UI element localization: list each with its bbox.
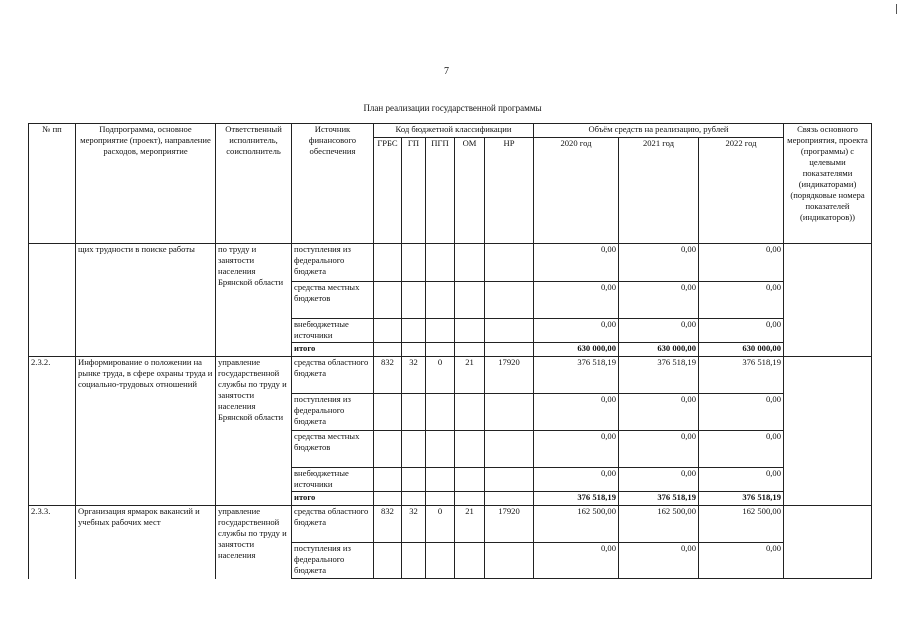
total-2021: 376 518,19	[619, 492, 699, 506]
code-gp: 32	[402, 357, 426, 394]
header-grbs: ГРБС	[374, 138, 402, 244]
source-cell: поступления из федерального бюджета	[292, 244, 374, 282]
event-link	[784, 357, 872, 506]
scan-edge-mark	[896, 4, 897, 14]
header-row-1	[29, 124, 872, 138]
code-pgp: 0	[426, 506, 455, 543]
cont-num	[29, 244, 76, 357]
cont-executor: по труду и занятости населения Брянской области	[216, 244, 292, 357]
header-link: Связь основного мероприятия, проекта (программы) с целевыми показателями (индикаторами) (порядковые номера показателей (индикаторов))	[784, 124, 872, 244]
code-om: 21	[455, 357, 485, 394]
code-gp: 32	[402, 506, 426, 543]
source-total: итого	[292, 343, 374, 357]
value-2020: 0,00	[534, 468, 619, 492]
code-om: 21	[455, 506, 485, 543]
code-np: 17920	[485, 357, 534, 394]
source-cell: средства местных бюджетов	[292, 282, 374, 319]
value-2021: 0,00	[619, 543, 699, 579]
value-2022: 376 518,19	[699, 357, 784, 394]
header-executor: Ответственный исполнитель, соисполнитель	[216, 124, 292, 244]
plan-table	[28, 123, 872, 579]
value-2020: 376 518,19	[534, 357, 619, 394]
header-om: ОМ	[455, 138, 485, 244]
total-2022: 376 518,19	[699, 492, 784, 506]
page-title: План реализации государственной программы	[363, 103, 542, 113]
value-2020: 0,00	[534, 394, 619, 431]
header-2022: 2022 год	[699, 138, 784, 244]
table-row	[29, 357, 872, 394]
source-cell: средства местных бюджетов	[292, 431, 374, 468]
code-pgp: 0	[426, 357, 455, 394]
value-2021: 0,00	[619, 244, 699, 282]
event-subprogram: Информирование о положении на рынке труда, в сфере охраны труда и социально-трудовых отношений	[76, 357, 216, 506]
source-cell: внебюджетные источники	[292, 319, 374, 343]
event-executor: управление государственной службы по труду и занятости населения	[216, 506, 292, 579]
total-2020: 630 000,00	[534, 343, 619, 357]
value-2021: 376 518,19	[619, 357, 699, 394]
total-2021: 630 000,00	[619, 343, 699, 357]
value-2022: 0,00	[699, 431, 784, 468]
total-2022: 630 000,00	[699, 343, 784, 357]
value-2020: 162 500,00	[534, 506, 619, 543]
value-2020: 0,00	[534, 319, 619, 343]
source-total: итого	[292, 492, 374, 506]
header-budget-code: Код бюджетной классификации	[374, 124, 534, 138]
value-2020: 0,00	[534, 543, 619, 579]
header-2020: 2020 год	[534, 138, 619, 244]
value-2021: 0,00	[619, 282, 699, 319]
header-volume: Объём средств на реализацию, рублей	[534, 124, 784, 138]
event-num: 2.3.3.	[29, 506, 76, 579]
table-row	[29, 244, 872, 282]
header-np: НР	[485, 138, 534, 244]
value-2022: 0,00	[699, 319, 784, 343]
code-grbs: 832	[374, 506, 402, 543]
source-cell: внебюджетные источники	[292, 468, 374, 492]
table-row	[29, 506, 872, 543]
event-subprogram: Организация ярмарок вакансий и учебных рабочих мест	[76, 506, 216, 579]
cont-subprogram: щих трудности в поиске работы	[76, 244, 216, 357]
event-num: 2.3.2.	[29, 357, 76, 506]
value-2022: 0,00	[699, 543, 784, 579]
header-subprogram: Подпрограмма, основное мероприятие (проект), направление расходов, мероприятие	[76, 124, 216, 244]
source-cell: средства областного бюджета	[292, 506, 374, 543]
code-grbs: 832	[374, 357, 402, 394]
page-number: 7	[444, 66, 449, 77]
value-2020: 0,00	[534, 244, 619, 282]
code-np: 17920	[485, 506, 534, 543]
source-cell: поступления из федерального бюджета	[292, 543, 374, 579]
total-2020: 376 518,19	[534, 492, 619, 506]
value-2021: 0,00	[619, 468, 699, 492]
header-num: № пп	[29, 124, 76, 244]
header-source: Источник финансового обеспечения	[292, 124, 374, 244]
value-2022: 162 500,00	[699, 506, 784, 543]
header-2021: 2021 год	[619, 138, 699, 244]
value-2020: 0,00	[534, 431, 619, 468]
event-link	[784, 506, 872, 579]
value-2022: 0,00	[699, 468, 784, 492]
value-2021: 0,00	[619, 431, 699, 468]
value-2021: 0,00	[619, 319, 699, 343]
cont-link	[784, 244, 872, 357]
header-pgp: ПГП	[426, 138, 455, 244]
source-cell: поступления из федерального бюджета	[292, 394, 374, 431]
value-2021: 162 500,00	[619, 506, 699, 543]
value-2021: 0,00	[619, 394, 699, 431]
event-executor: управление государственной службы по труду и занятости населения Брянской области	[216, 357, 292, 506]
header-gp: ГП	[402, 138, 426, 244]
value-2022: 0,00	[699, 282, 784, 319]
value-2022: 0,00	[699, 244, 784, 282]
value-2022: 0,00	[699, 394, 784, 431]
source-cell: средства областного бюджета	[292, 357, 374, 394]
value-2020: 0,00	[534, 282, 619, 319]
